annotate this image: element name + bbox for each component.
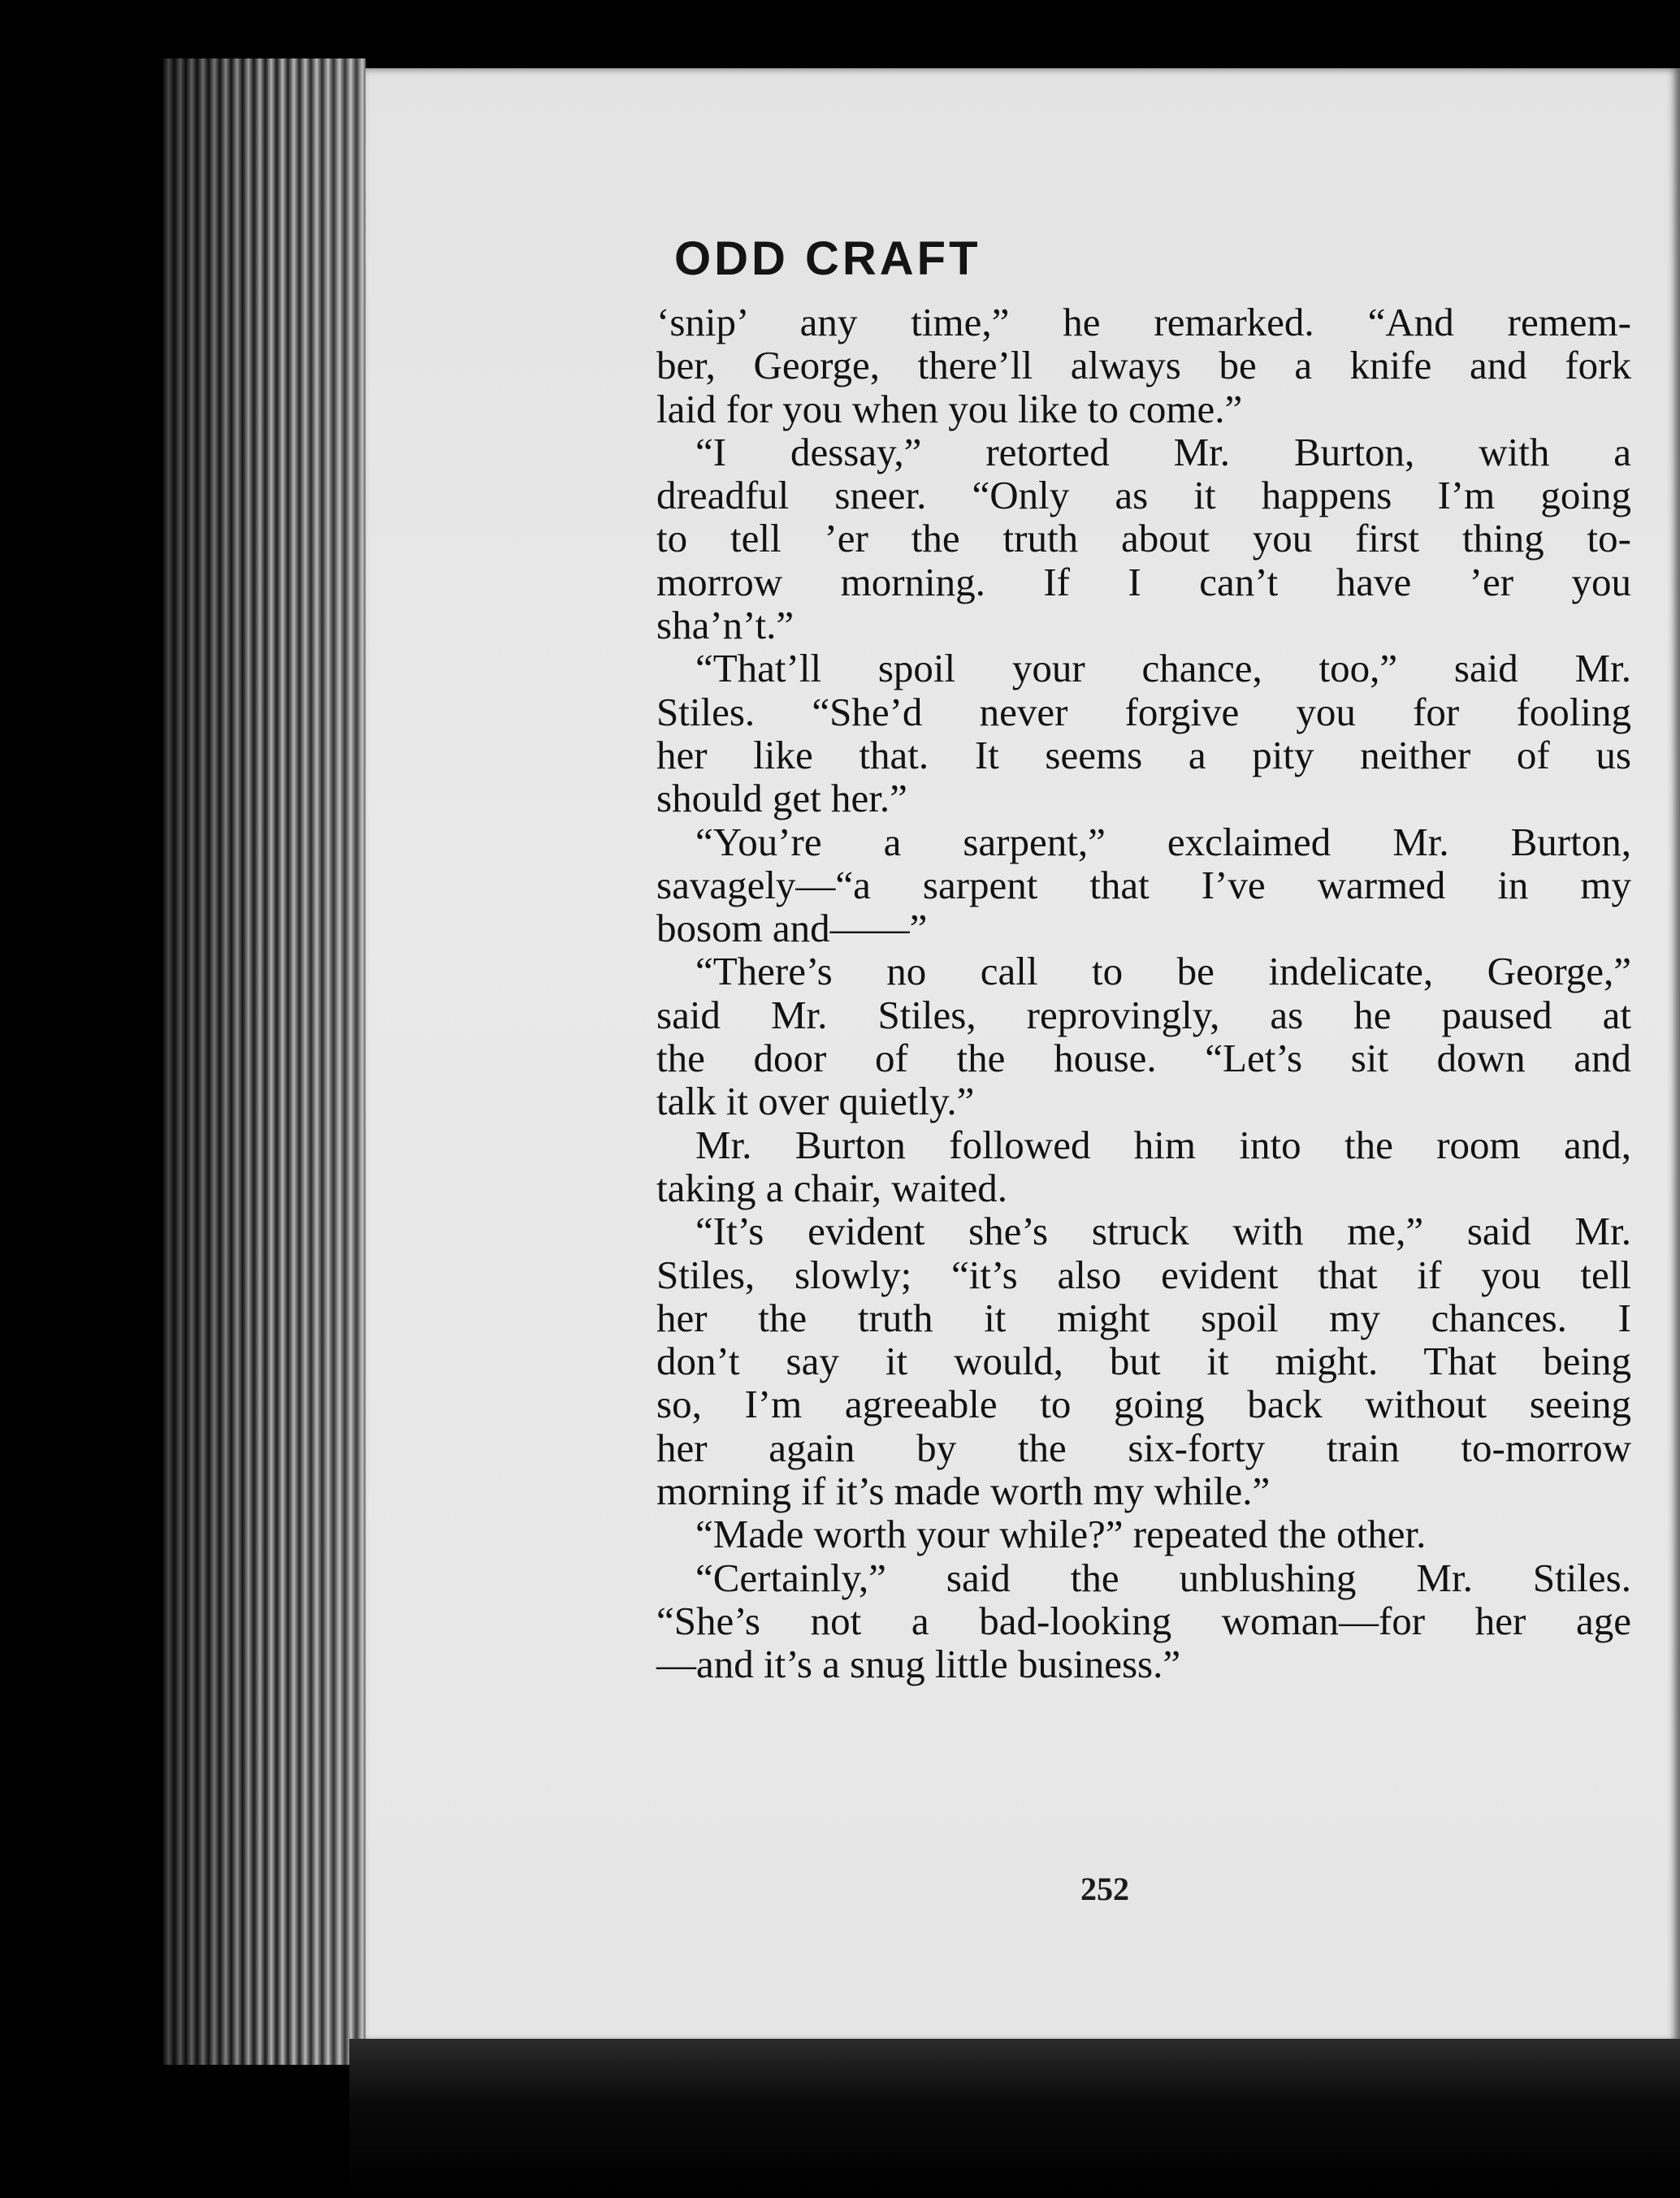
text-line: “Made worth your while?” repeated the other. [695,1512,1427,1557]
body-text [656,301,1631,1686]
text-line: don’t say it would, but it might. That being [656,1339,1631,1384]
text-line: “She’s not a bad-looking woman—for her age [656,1598,1631,1643]
text-line: bosom and——” [656,906,928,951]
text-line: taking a chair, waited. [656,1165,1008,1210]
text-line: the door of the house. “Let’s sit down and [656,1036,1631,1081]
text-line: her like that. It seems a pity neither of us [656,732,1631,777]
text-line: “There’s no call to be indelicate, George,” [695,949,1631,994]
text-line: “Certainly,” said the unblushing Mr. Stiles. [695,1555,1631,1600]
text-line: said Mr. Stiles, reprovingly, as he paused at [656,992,1631,1037]
text-line: should get her.” [656,776,907,821]
text-line: “You’re a sarpent,” exclaimed Mr. Burton, [695,819,1631,864]
text-line: to tell ’er the truth about you first thing to- [656,516,1631,561]
text-line: Mr. Burton followed him into the room and, [695,1122,1631,1167]
text-line: —and it’s a snug little business.” [656,1642,1181,1687]
page-bottom-shadow [349,2039,1680,2198]
page-edges [162,58,366,2065]
text-line: morning if it’s made worth my while.” [656,1469,1271,1514]
text-line: savagely—“a sarpent that I’ve warmed in my [656,862,1631,907]
text-line: “It’s evident she’s struck with me,” said Mr. [695,1209,1631,1254]
text-line: her again by the six-forty train to-morrow [656,1425,1631,1470]
text-line: so, I’m agreeable to going back without seeing [656,1382,1631,1427]
text-line: dreadful sneer. “Only as it happens I’m going [656,473,1631,518]
text-line: laid for you when you like to come.” [656,386,1243,431]
text-line: Stiles, slowly; “it’s also evident that if you tell [656,1252,1631,1297]
text-line: ‘snip’ any time,” he remarked. “And remem- [656,300,1631,344]
text-line: sha’n’t.” [656,603,795,648]
text-line: ber, George, there’ll always be a knife and fork [656,343,1631,388]
running-head: ODD CRAFT [674,232,981,285]
page-number: 252 [1080,1871,1129,1907]
text-line: morrow morning. If I can’t have ’er you [656,559,1631,604]
text-line: Stiles. “She’d never forgive you for fooling [656,689,1631,734]
text-line: “That’ll spoil your chance, too,” said Mr. [695,646,1631,691]
text-line: talk it over quietly.” [656,1079,975,1124]
text-line: “I dessay,” retorted Mr. Burton, with a [695,429,1631,474]
text-line: her the truth it might spoil my chances. I [656,1295,1631,1340]
